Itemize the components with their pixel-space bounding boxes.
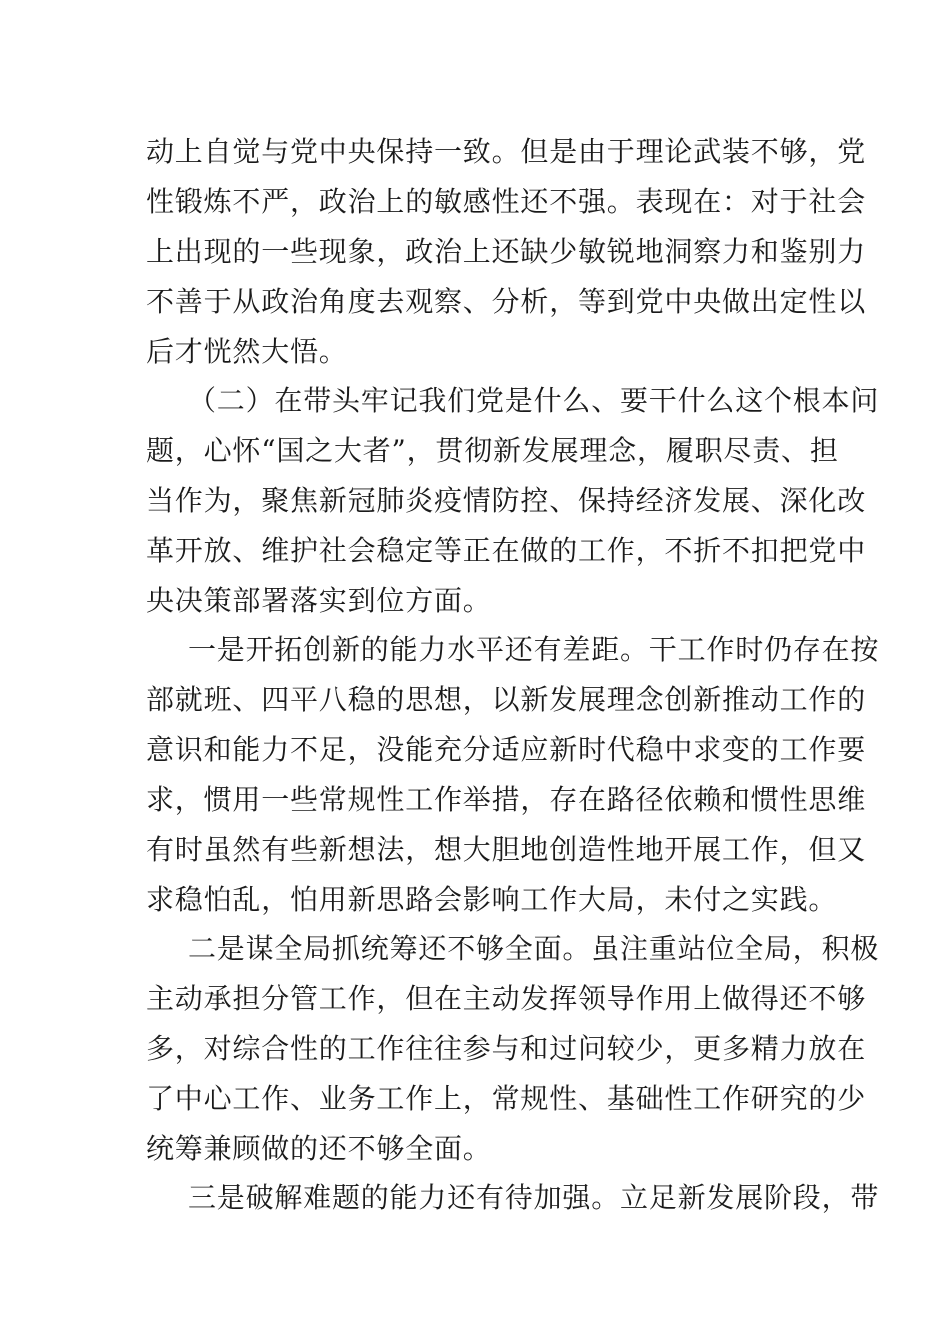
text-line: 统筹兼顾做的还不够全面。 <box>146 1132 492 1165</box>
text-line: 动上自觉与党中央保持一致。但是由于理论武装不够，党 <box>146 135 867 168</box>
text-line: 不善于从政治角度去观察、分析，等到党中央做出定性以 <box>146 285 867 318</box>
text-line: 二是谋全局抓统筹还不够全面。虽注重站位全局，积极 <box>188 932 880 965</box>
text-line: 央决策部署落实到位方面。 <box>146 584 492 617</box>
text-line: 上出现的一些现象，政治上还缺少敏锐地洞察力和鉴别力 <box>146 235 867 268</box>
text-line: 革开放、维护社会稳定等正在做的工作，不折不扣把党中 <box>146 534 867 567</box>
text-line: 一是开拓创新的能力水平还有差距。干工作时仍存在按 <box>188 633 880 666</box>
text-line: 题，心怀“国之大者”，贯彻新发展理念，履职尽责、担 <box>146 434 839 467</box>
text-line: 主动承担分管工作，但在主动发挥领导作用上做得还不够 <box>146 982 867 1015</box>
text-line: 有时虽然有些新想法，想大胆地创造性地开展工作，但又 <box>146 833 867 866</box>
text-line: 意识和能力不足，没能充分适应新时代稳中求变的工作要 <box>146 733 867 766</box>
text-line: 求稳怕乱，怕用新思路会影响工作大局，未付之实践。 <box>146 883 838 916</box>
text-line: 求，惯用一些常规性工作举措，存在路径依赖和惯性思维 <box>146 783 867 816</box>
text-line: 了中心工作、业务工作上，常规性、基础性工作研究的少 <box>146 1082 867 1115</box>
text-line: 当作为，聚焦新冠肺炎疫情防控、保持经济发展、深化改 <box>146 484 867 517</box>
text-line: 多，对综合性的工作往往参与和过问较少，更多精力放在 <box>146 1032 867 1065</box>
text-line: 性锻炼不严，政治上的敏感性还不强。表现在：对于社会 <box>146 185 867 218</box>
text-line: （二）在带头牢记我们党是什么、要干什么这个根本问 <box>188 384 880 417</box>
text-line: 三是破解难题的能力还有待加强。立足新发展阶段，带 <box>188 1181 880 1214</box>
text-line: 部就班、四平八稳的思想，以新发展理念创新推动工作的 <box>146 683 867 716</box>
text-line: 后才恍然大悟。 <box>146 335 348 368</box>
